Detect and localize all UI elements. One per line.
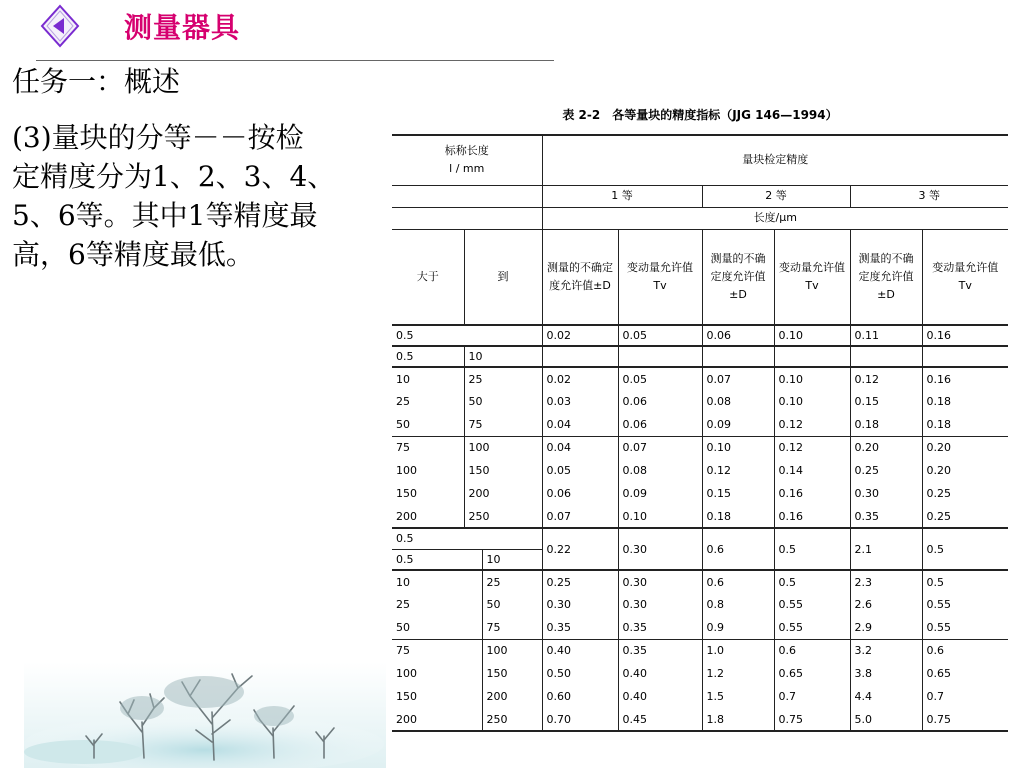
table-row: 75 100 0.40 0.35 1.0 0.6 3.2 0.6 (392, 639, 1008, 662)
header-to: 到 (464, 229, 542, 325)
table-row: 50 75 0.35 0.35 0.9 0.55 2.9 0.55 (392, 616, 1008, 639)
header-nominal-length: 标称长度 l / mm (392, 135, 542, 185)
header-empty (392, 207, 542, 229)
header-grade-3: 3 等 (850, 185, 1008, 207)
header-g1-uncertainty: 测量的不确定度允许值±D (542, 229, 618, 325)
table-row: 10 25 0.02 0.05 0.07 0.10 0.12 0.16 (392, 367, 1008, 390)
table-row: 150 200 0.06 0.09 0.15 0.16 0.30 0.25 (392, 482, 1008, 505)
precision-table (392, 134, 1008, 732)
table-row: 100 150 0.50 0.40 1.2 0.65 3.8 0.65 (392, 662, 1008, 685)
slide-title: 测量器具 (124, 11, 241, 44)
title-divider (36, 60, 554, 61)
header-g3-variation: 变动量允许值 Tv (922, 229, 1008, 325)
table-row: 200 250 0.07 0.10 0.18 0.16 0.35 0.25 (392, 505, 1008, 528)
header-grade-2: 2 等 (702, 185, 850, 207)
header-empty (392, 185, 542, 207)
header-grade-1: 1 等 (542, 185, 702, 207)
table-row: 25 50 0.30 0.30 0.8 0.55 2.6 0.55 (392, 593, 1008, 616)
body-line: 5、6等。其中1等精度最 (12, 199, 318, 232)
header-g2-uncertainty: 测量的不确定度允许值±D (702, 229, 774, 325)
header-precision: 量块检定精度 (542, 135, 1008, 185)
header-over: 大于 (392, 229, 464, 325)
table-row: 0.5 0.22 0.30 0.6 0.5 2.1 0.5 (392, 528, 1008, 549)
body-line: 定精度分为1、2、3、4、 (12, 160, 336, 193)
diamond-arrow-icon (40, 4, 80, 48)
header-g3-uncertainty: 测量的不确定度允许值±D (850, 229, 922, 325)
table-row: 0.5 10 (392, 549, 1008, 570)
winter-trees-illustration (24, 662, 386, 768)
table-row: 100 150 0.05 0.08 0.12 0.14 0.25 0.20 (392, 459, 1008, 482)
header-g2-variation: 变动量允许值 Tv (774, 229, 850, 325)
body-line: (3)量块的分等－－按检 (12, 121, 304, 154)
section-heading: 任务一：概述 (12, 65, 181, 98)
table-row: 75 100 0.04 0.07 0.10 0.12 0.20 0.20 (392, 436, 1008, 459)
body-line: 高，6等精度最低。 (12, 238, 254, 271)
table-row: 0.5 0.02 0.05 0.06 0.10 0.11 0.16 (392, 325, 1008, 346)
table-row: 0.5 10 (392, 346, 1008, 367)
table-row: 10 25 0.25 0.30 0.6 0.5 2.3 0.5 (392, 570, 1008, 593)
table-row: 50 75 0.04 0.06 0.09 0.12 0.18 0.18 (392, 413, 1008, 436)
table-caption: 表 2-2 各等量块的精度指标（JJG 146—1994） (562, 108, 838, 122)
table-row: 200 250 0.70 0.45 1.8 0.75 5.0 0.75 (392, 708, 1008, 731)
body-text (12, 118, 374, 274)
table-row: 150 200 0.60 0.40 1.5 0.7 4.4 0.7 (392, 685, 1008, 708)
header-g1-variation: 变动量允许值 Tv (618, 229, 702, 325)
table-row: 25 50 0.03 0.06 0.08 0.10 0.15 0.18 (392, 390, 1008, 413)
header-length-unit: 长度/μm (542, 207, 1008, 229)
